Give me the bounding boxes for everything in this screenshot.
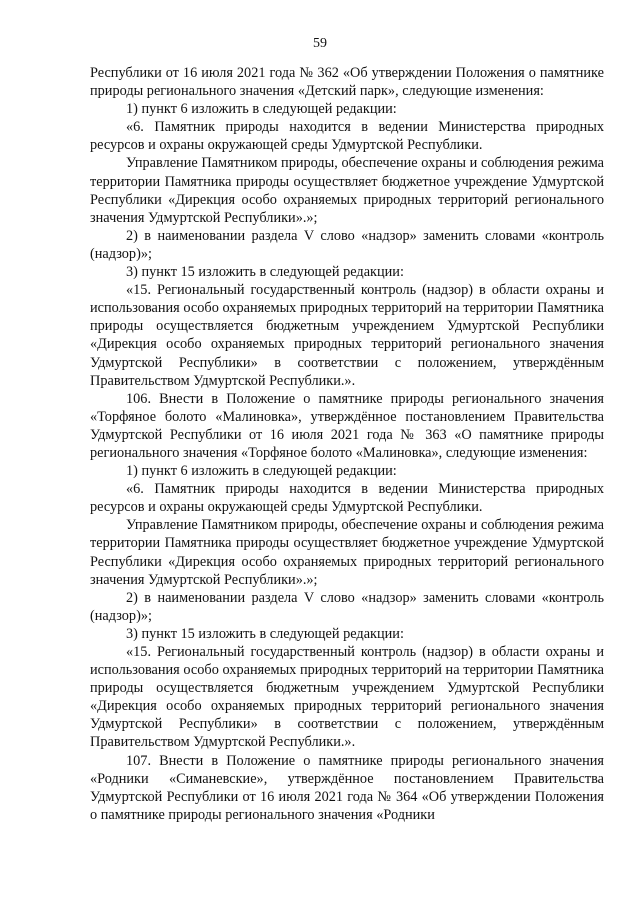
paragraph: «6. Памятник природы находится в ведении Министерства природных ресурсов и охраны окружающей среды Удмуртской Республики. [90, 481, 604, 516]
paragraph: 2) в наименовании раздела V слово «надзор» заменить словами «контроль (надзор)»; [90, 589, 604, 624]
paragraph: 107. Внести в Положение о памятнике природы регионального значения «Родники «Симаневские», утверждённое постановлением Правительства Удмуртской Республики от 16 июля 2021 года № 364 «Об утверждении Положения о памятнике природы регионального значения «Родники [90, 752, 604, 823]
paragraph: Республики от 16 июля 2021 года № 362 «Об утверждении Положения о памятнике природы регионального значения «Детский парк», следующие изменения: [90, 65, 604, 100]
paragraph: Управление Памятником природы, обеспечение охраны и соблюдения режима территории Памятника природы осуществляет бюджетное учреждение Удмуртской Республики «Дирекция особо охраняемых природных территорий регионального значения Удмуртской Республики».»; [90, 517, 604, 588]
paragraph: «15. Региональный государственный контроль (надзор) в области охраны и использования особо охраняемых природных территорий на территории Памятника природы осуществляется бюджетным учреждением Удмуртской Республики «Дирекция особо охраняемых природных территорий регионального значения Удмуртской Республики» в соответствии с положением, утверждённым Правительством Удмуртской Республики.». [90, 644, 604, 751]
paragraph: 106. Внести в Положение о памятнике природы регионального значения «Торфяное болото «Малиновка», утверждённое постановлением Правительства Удмуртской Республики от 16 июля 2021 года № 363 «О памятнике природы регионального значения «Торфяное болото «Малиновка», следующие изменения: [90, 390, 604, 461]
page-number: 59 [313, 36, 327, 51]
paragraph: 3) пункт 15 изложить в следующей редакции: [126, 625, 404, 642]
paragraph: 1) пункт 6 изложить в следующей редакции: [126, 101, 397, 118]
paragraph: 2) в наименовании раздела V слово «надзор» заменить словами «контроль (надзор)»; [90, 227, 604, 262]
paragraph: «6. Памятник природы находится в ведении Министерства природных ресурсов и охраны окружающей среды Удмуртской Республики. [90, 119, 604, 154]
paragraph: 3) пункт 15 изложить в следующей редакции: [126, 264, 404, 281]
paragraph: Управление Памятником природы, обеспечение охраны и соблюдения режима территории Памятника природы осуществляет бюджетное учреждение Удмуртской Республики «Дирекция особо охраняемых природных территорий регионального значения Удмуртской Республики».»; [90, 155, 604, 226]
document-body [90, 64, 604, 824]
paragraph: «15. Региональный государственный контроль (надзор) в области охраны и использования особо охраняемых природных территорий на территории Памятника природы осуществляется бюджетным учреждением Удмуртской Республики «Дирекция особо охраняемых природных территорий регионального значения Удмуртской Республики» в соответствии с положением, утверждённым Правительством Удмуртской Республики.». [90, 282, 604, 389]
paragraph: 1) пункт 6 изложить в следующей редакции: [126, 463, 397, 480]
